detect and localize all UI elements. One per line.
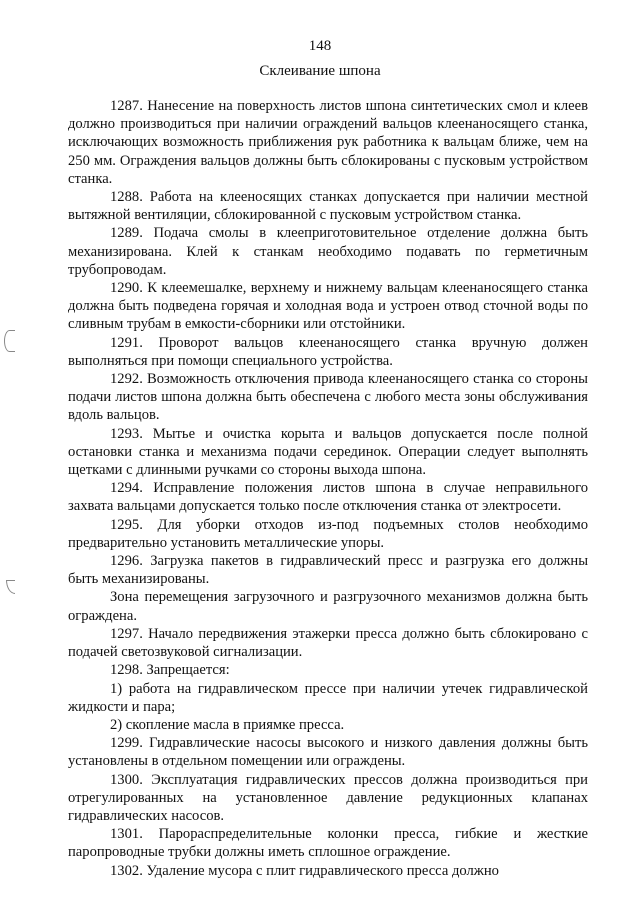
paragraph-1298-item-2: 2) скопление масла в приямке пресса.: [110, 716, 345, 733]
paragraph-1298: 1298. Запрещается:: [110, 662, 230, 679]
page-number: 148: [308, 38, 332, 54]
paragraph-1301: 1301. Парораспределительные колонки пресса, гибкие и жесткие паропроводные трубки должны иметь сплошное ограждение.: [68, 826, 588, 861]
paragraph-1288: 1288. Работа на клееносящих станках допускается при наличии местной вытяжной вентиляции, сблокированной с пусковым устройством станка.: [68, 189, 588, 224]
paragraph-1293: 1293. Мытье и очистка корыта и вальцов допускается после полной остановки станка и механизма подачи серединок. Операции следует выполнять щетками с длинными ручками со стороны выхода шпона.: [68, 425, 588, 479]
paragraph-1292: 1292. Возможность отключения привода клеенаносящего станка со стороны подачи листов шпона должна быть обеспечена с любого места зоны обслуживания вдоль вальцов.: [68, 371, 588, 424]
section-title: Склеивание шпона: [259, 63, 381, 79]
paragraph-1294: 1294. Исправление положения листов шпона в случае неправильного захвата вальцами допускается только после отключения станка от электросети.: [68, 480, 588, 515]
paragraph-1299: 1299. Гидравлические насосы высокого и низкого давления должны быть установлены в отдельном помещении или ограждены.: [68, 735, 588, 770]
paragraph-1290: 1290. К клеемешалке, верхнему и нижнему вальцам клеенаносящего станка должна быть подведена горячая и холодная вода и устроен отвод сточной воды по сливным трубам в емкости-сборники или отстойники.: [68, 280, 588, 333]
paragraph-1302: 1302. Удаление мусора с плит гидравлического пресса должно: [110, 862, 499, 879]
paragraph-1300: 1300. Эксплуатация гидравлических прессов должна производиться при отрегулированных на установленное давление редукционных клапанах гидравлических насосов.: [68, 771, 588, 824]
document-body: [68, 97, 588, 880]
paragraph-1297: 1297. Начало передвижения этажерки пресса должно быть сблокировано с подачей светозвуковой сигнализации.: [68, 625, 588, 661]
paragraph-1298-item-1: 1) работа на гидравлическом прессе при наличии утечек гидравлической жидкости и пара;: [68, 680, 588, 715]
paragraph-1289: 1289. Подача смолы в клееприготовительное отделение должна быть механизирована. Клей к станкам необходимо подавать по герметичным трубопроводам.: [68, 225, 588, 278]
paragraph-1287: 1287. Нанесение на поверхность листов шпона синтетических смол и клеев должно производиться при наличии ограждений вальцов клеенаносящего станка, исключающих возможность приближения рук работника к вальцам ближе, чем на 250 мм. Ограждения вальцов должны быть сблокированы с пусковым устройством станка.: [68, 98, 588, 187]
paragraph-1291: 1291. Проворот вальцов клеенаносящего станка вручную должен выполняться при помощи специального устройства.: [68, 334, 588, 369]
paragraph-1295: 1295. Для уборки отходов из-под подъемных столов необходимо предварительно установить металлические упоры.: [68, 516, 588, 551]
scan-edge-mark: [6, 580, 15, 594]
scan-hole-mark: [4, 330, 15, 352]
paragraph-1296-zone: Зона перемещения загрузочного и разгрузочного механизмов должна быть ограждена.: [68, 589, 588, 624]
paragraph-1296: 1296. Загрузка пакетов в гидравлический пресс и разгрузка его должны быть механизированы.: [68, 553, 588, 588]
